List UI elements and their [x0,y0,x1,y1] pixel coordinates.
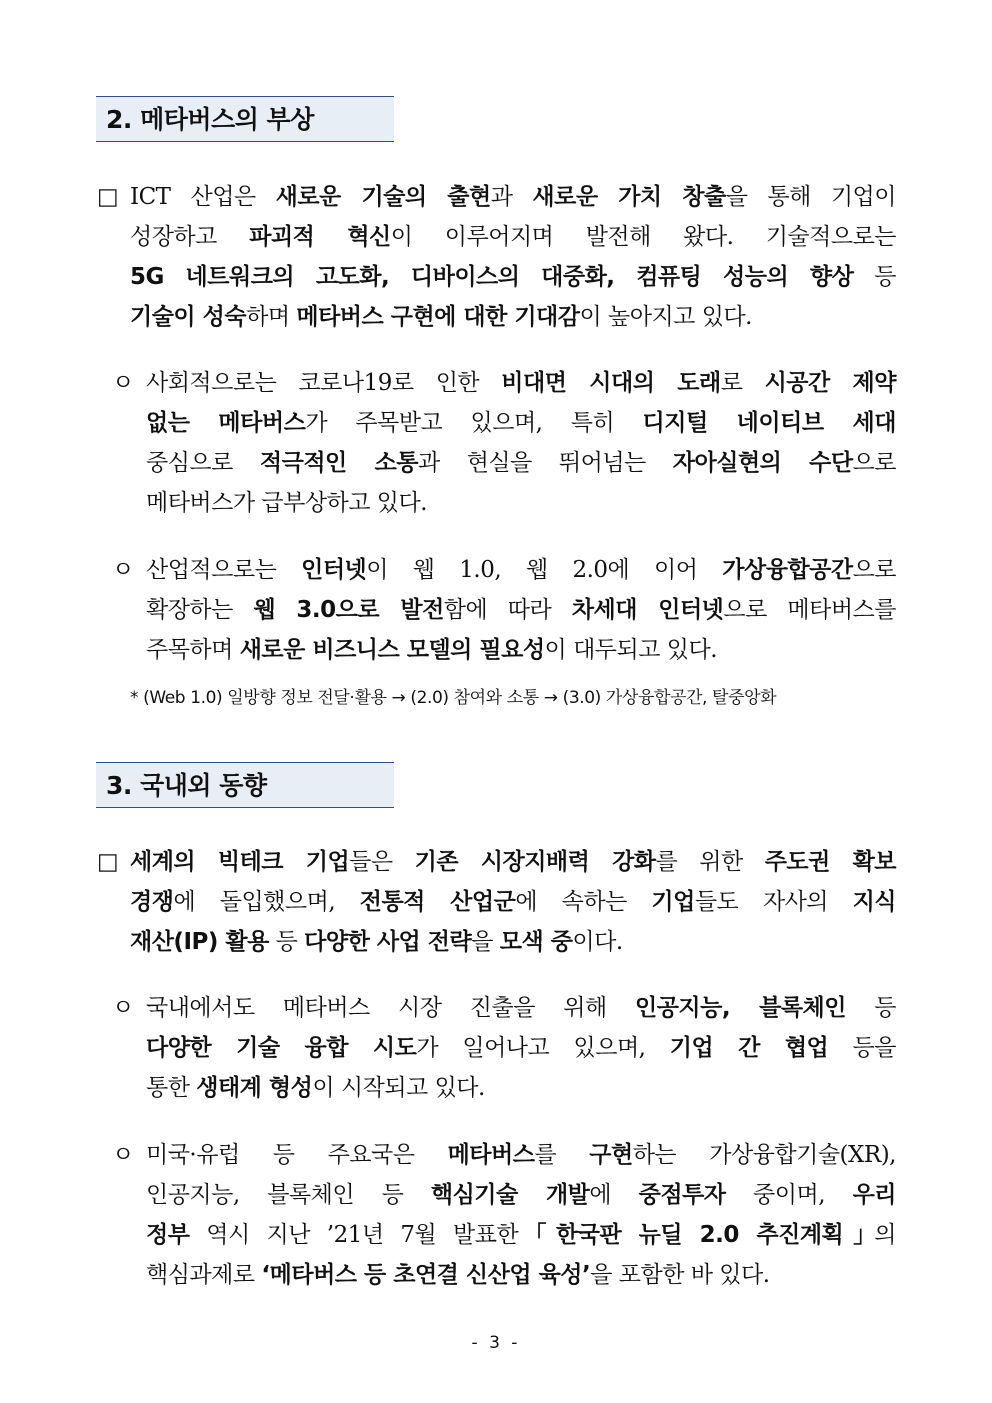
square-bullet-icon: □ [97,184,119,210]
emphasis-text: 파괴적 혁신 [249,224,391,250]
body-text: 가 일어나고 있으며, [416,1035,670,1061]
emphasis-text: 주도권 확보 [764,849,897,875]
body-text: 인공지능, 블록체인 등 [146,1182,431,1208]
body-text: 이 높아지고 있다. [579,304,752,330]
text-line [146,590,896,630]
body-text: 주목하며 [146,637,240,663]
section-3-bullet-global [146,1135,896,1295]
emphasis-text: 인터넷 [301,557,367,583]
text-line [146,443,896,483]
emphasis-text: 전통적 산업군 [359,889,516,915]
body-text: 미국·유럽 등 주요국은 [146,1142,448,1168]
emphasis-text: 비대면 시대의 도래 [501,370,721,396]
text-line [146,630,896,670]
text-line [146,1215,896,1255]
emphasis-text: 자아실현의 수단 [672,450,853,476]
emphasis-text: 새로운 가치 창출 [532,184,726,210]
body-text: 국내에서도 메타버스 시장 진출을 위해 [146,995,635,1021]
emphasis-text: 기술이 성숙 [130,304,247,330]
body-text: 핵심과제로 [146,1262,262,1288]
emphasis-text: 디지털 네이티브 세대 [642,410,896,436]
emphasis-text: 인공지능, 블록체인 [635,995,846,1021]
body-text: 를 [534,1142,590,1168]
body-text: 하는 가상융합기술(XR), [632,1142,896,1168]
emphasis-text: 적극적인 소통 [259,450,418,476]
emphasis-text: 웹 3.0으로 발전 [253,597,444,623]
text-line [146,1068,896,1108]
emphasis-text: 구현 [589,1142,633,1168]
text-line [146,1175,896,1215]
emphasis-text: 5G 네트워크의 고도화, 디바이스의 대중화, 컴퓨팅 성능의 향상 [130,264,854,290]
body-text: 로 [720,370,765,396]
text-line [130,922,896,962]
emphasis-text: 생태계 형성 [196,1075,313,1101]
emphasis-text: 시공간 제약 [764,370,896,396]
body-text: 중심으로 [146,450,260,476]
emphasis-text: 핵심기술 개발 [430,1182,590,1208]
body-text: 등 [845,995,897,1021]
emphasis-text: 세계의 빅테크 기업 [130,849,350,875]
emphasis-text: 없는 메타버스 [146,410,306,436]
body-text: 을 [471,929,500,955]
emphasis-text: 기업 간 협업 [669,1035,829,1061]
text-line [130,217,896,257]
body-text: 사회적으로는 코로나19로 인한 [146,370,502,396]
text-line [146,363,896,403]
body-text: 하며 [246,304,297,330]
body-text: 이 이루어지며 발전해 왔다. 기술적으로는 [390,224,897,250]
body-text: 성장하고 [130,224,250,250]
circle-bullet-icon: ㅇ [112,1142,135,1168]
emphasis-text: ‘메타버스 등 초연결 신산업 육성’ [261,1262,591,1288]
text-line [146,403,896,443]
body-text: 등 [268,929,305,955]
emphasis-text: 새로운 기술의 출현 [275,184,491,210]
web-evolution-footnote: * (Web 1.0) 일방향 정보 전달·활용 → (2.0) 참여와 소통 → (3.0) 가상융합공간, 탈중앙화 [130,688,777,708]
body-text: 함에 따라 [443,597,572,623]
body-text: 들은 [349,849,415,875]
text-line [146,988,896,1028]
circle-bullet-icon: ㅇ [112,557,135,583]
body-text: 을 포함한 바 있다. [590,1262,770,1288]
emphasis-text: 차세대 인터넷 [571,597,724,623]
body-text: 으로 [852,557,897,583]
emphasis-text: 메타버스 [447,1142,535,1168]
body-text: 을 통해 기업이 [725,184,896,210]
body-text: ICT 산업은 [130,184,276,210]
section-2-bullet-social [146,363,896,523]
body-text: 이다. [572,929,623,955]
body-text: 이 대두되고 있다. [544,637,718,663]
body-text: 통한 [146,1075,197,1101]
emphasis-text: 정부 [146,1222,190,1248]
text-line [146,483,896,523]
section-2-title: 2. 메타버스의 부상 [96,96,394,142]
emphasis-text: 경쟁 [130,889,174,915]
emphasis-text: ｢한국판 뉴딜 2.0 추진계획｣ [535,1222,875,1248]
body-text: 으로 [852,450,896,476]
emphasis-text: 중점투자 [638,1182,726,1208]
text-line [130,257,896,297]
body-text: 가 주목받고 있으며, 특히 [305,410,643,436]
emphasis-text: 메타버스 구현에 대한 기대감 [296,304,580,330]
circle-bullet-icon: ㅇ [112,995,135,1021]
section-2-main-paragraph [130,177,896,337]
emphasis-text: 다양한 사업 전략 [304,929,472,955]
square-bullet-icon: □ [97,849,119,875]
body-text: 등 [853,264,897,290]
body-text: 들도 자사의 [694,889,853,915]
text-line [146,1255,896,1295]
body-text: 과 현실을 뛰어넘는 [417,450,673,476]
page-number: - 3 - [471,1333,521,1353]
emphasis-text: 기존 시장지배력 강화 [414,849,656,875]
emphasis-text: 가상융합공간 [722,557,853,583]
body-text: 등을 [828,1035,896,1061]
emphasis-text: 기업 [651,889,695,915]
body-text: 이 웹 1.0, 웹 2.0에 이어 [366,557,723,583]
body-text: 에 [589,1182,639,1208]
text-line [130,177,896,217]
text-line [146,1135,896,1175]
text-line [130,297,896,337]
emphasis-text: 다양한 기술 융합 시도 [146,1035,417,1061]
emphasis-text: 모색 중 [499,929,573,955]
section-2-bullet-industry [146,550,896,670]
body-text: 역시 지난 ’21년 7월 발표한 [189,1222,536,1248]
section-3-main-paragraph [130,842,896,962]
body-text: 으로 메타버스를 [723,597,896,623]
text-line [130,842,896,882]
body-text: 중이며, [725,1182,853,1208]
body-text: 의 [874,1222,896,1248]
emphasis-text: 우리 [852,1182,896,1208]
body-text: 확장하는 [146,597,254,623]
body-text: 에 돌입했으며, [173,889,360,915]
body-text: 산업적으로는 [146,557,302,583]
body-text: 에 속하는 [515,889,652,915]
body-text: 를 위한 [655,849,765,875]
emphasis-text: 재산(IP) 활용 [130,929,269,955]
circle-bullet-icon: ㅇ [112,370,135,396]
text-line [146,550,896,590]
emphasis-text: 지식 [852,889,897,915]
body-text: 이 시작되고 있다. [312,1075,485,1101]
emphasis-text: 새로운 비즈니스 모델의 필요성 [239,637,545,663]
section-3-bullet-domestic [146,988,896,1108]
body-text: 메타버스가 급부상하고 있다. [146,490,428,516]
text-line [146,1028,896,1068]
text-line [130,882,896,922]
section-3-title: 3. 국내외 동향 [96,762,394,808]
body-text: 과 [490,184,533,210]
